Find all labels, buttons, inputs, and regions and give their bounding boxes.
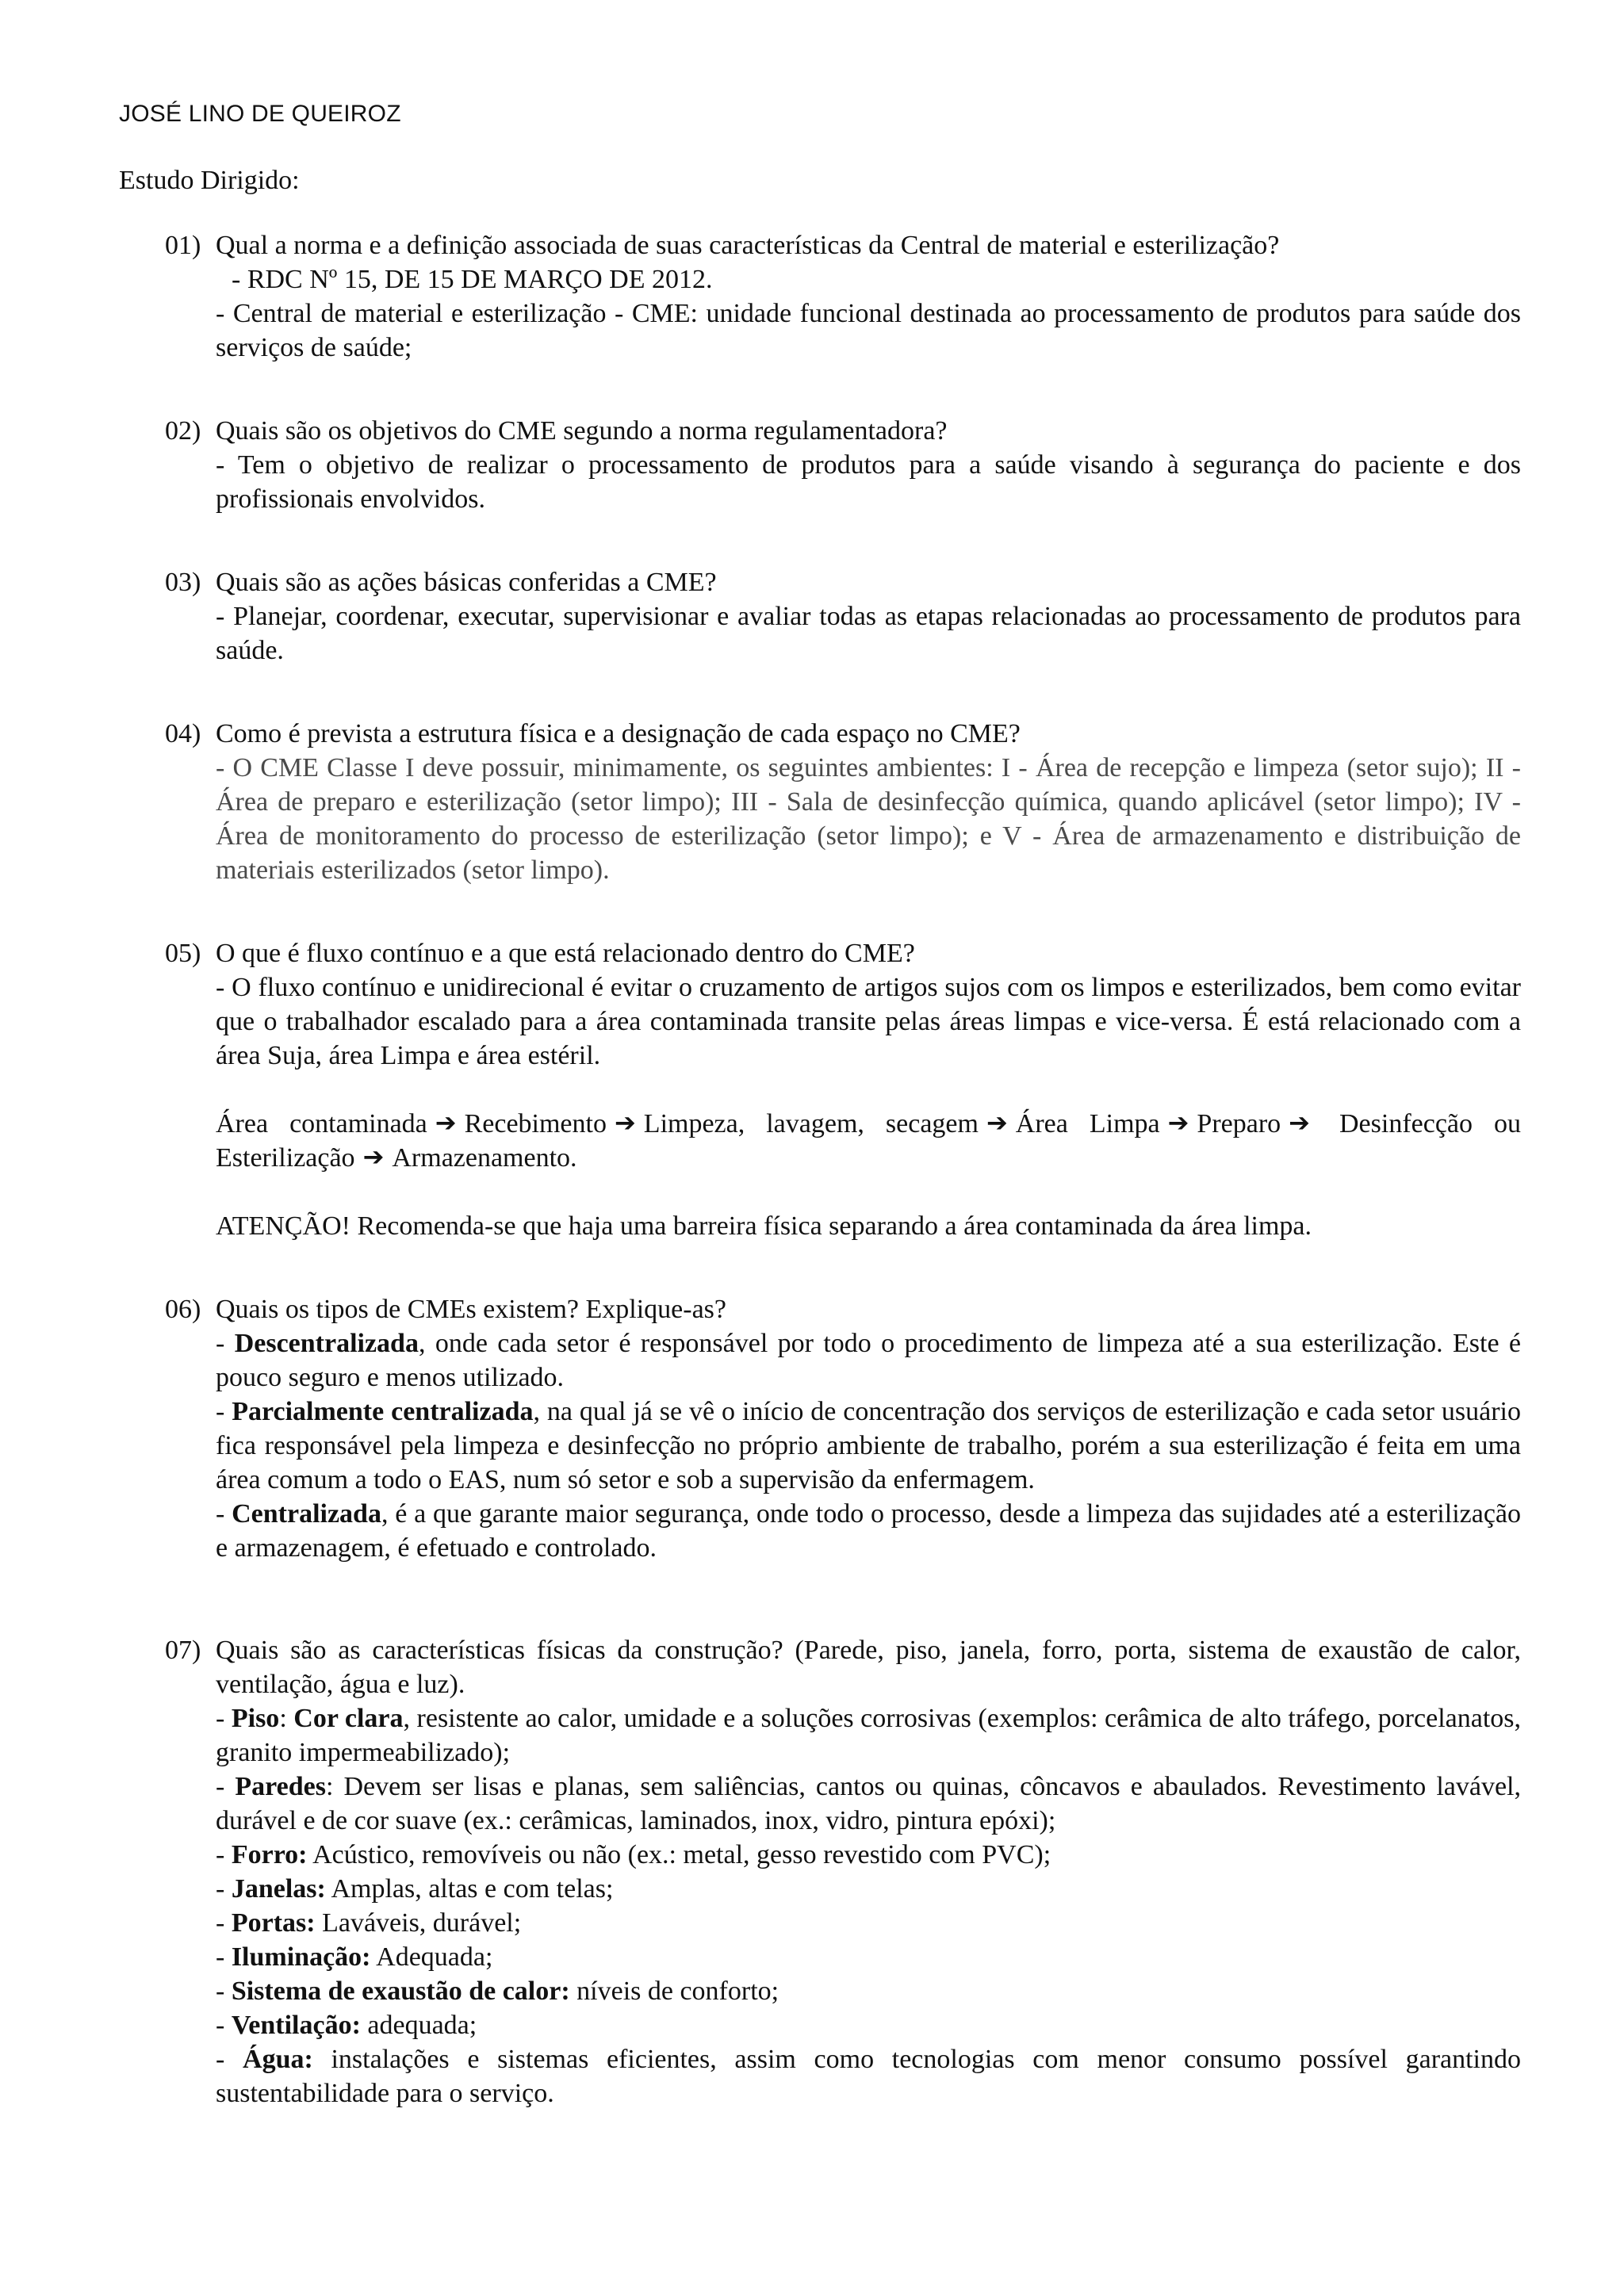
feature-entry [216, 2008, 1521, 2042]
entry-description: adequada; [360, 2011, 477, 2040]
entry-description: Adequada; [370, 1942, 493, 1972]
document-title: Estudo Dirigido: [119, 166, 300, 195]
entry-prefix: - [216, 2011, 232, 2040]
flow-step: Área contaminada [216, 1109, 427, 1138]
entry-term: Portas: [231, 1908, 316, 1938]
entry-term: Centralizada [232, 1499, 381, 1529]
entry-description: instalações e sistemas eficientes, assim como tecnologias com menor consumo possível garantindo sustentabilidade para o serviço. [216, 2045, 1522, 2108]
question-number: 03) [165, 568, 201, 597]
arrow-right-icon: ➔ [1289, 1108, 1310, 1138]
arrow-right-icon: ➔ [614, 1108, 636, 1138]
entry-prefix: - [216, 1499, 232, 1529]
arrow-right-icon: ➔ [362, 1142, 385, 1172]
question-text: Quais os tipos de CMEs existem? Explique-as? [216, 1295, 727, 1324]
warning-note: ATENÇÃO! Recomenda-se que haja uma barreira física separando a área contaminada da área limpa. [216, 1211, 1312, 1241]
question-number: 07) [165, 1636, 201, 1665]
feature-entry [216, 1838, 1521, 1872]
entry-prefix: - [216, 1908, 232, 1938]
question-item [119, 936, 1521, 1243]
question-number: 01) [165, 231, 201, 260]
question-text: Qual a norma e a definição associada de suas características da Central de material e esterilização? [216, 231, 1280, 260]
spacer [119, 516, 1521, 565]
question-text: Quais são os objetivos do CME segundo a norma regulamentadora? [216, 416, 948, 446]
flow-step: Recebimento [464, 1109, 607, 1138]
question-list [119, 228, 1521, 2110]
entry-description: , na qual já se vê o início de concentração dos serviços de esterilização e cada setor usuário fica responsável pela limpeza e desinfecção no próprio ambiente de trabalho, porém a sua esterilização é feita em uma área comum a todo o EAS, num só setor e sob a supervisão da enfermagem. [216, 1397, 1521, 1494]
question-item [119, 565, 1521, 668]
entry-prefix: - [216, 1397, 232, 1426]
spacer [119, 365, 1521, 414]
arrow-right-icon: ➔ [986, 1108, 1008, 1138]
answer-line: - Central de material e esterilização - CME: unidade funcional destinada ao processamento de produtos para saúde dos serviços de saúde; [216, 299, 1521, 362]
feature-entry [216, 1701, 1521, 1770]
question-item [119, 1292, 1521, 1565]
process-flow [216, 1107, 1521, 1175]
entry-prefix: - [216, 2045, 243, 2074]
answer-line: - O CME Classe I deve possuir, minimamente, os seguintes ambientes: I - Área de recepção e limpeza (setor sujo); II - Área de preparo e esterilização (setor limpo); III - Sala de desinfecção química, quando aplicável (setor limpo); IV - Área de monitoramento do processo de esterilização (setor limpo); e V - Área de armazenamento e distribuição de materiais esterilizados (setor limpo). [216, 753, 1521, 885]
answer-line: - RDC Nº 15, DE 15 DE MARÇO DE 2012. [232, 265, 713, 294]
question-item [119, 717, 1521, 887]
entry-term-secondary: Cor clara [293, 1704, 404, 1733]
spacer [119, 668, 1521, 717]
flow-step: Preparo [1197, 1109, 1281, 1138]
spacer [216, 1073, 1521, 1107]
spacer [119, 1243, 1521, 1292]
question-item [119, 228, 1521, 365]
question-text: Quais são as características físicas da construção? (Parede, piso, janela, forro, porta, sistema de exaustão de calor, ventilação, água e luz). [216, 1636, 1521, 1699]
spacer [119, 887, 1521, 936]
arrow-right-icon: ➔ [435, 1108, 457, 1138]
answer-line: - O fluxo contínuo e unidirecional é evitar o cruzamento de artigos sujos com os limpos e esterilizados, bem como evitar que o trabalhador escalado para a área contaminada transite pelas áreas limpas e vice-versa. É está relacionado com a área Suja, área Limpa e área estéril. [216, 973, 1521, 1070]
entry-description: Laváveis, durável; [315, 1908, 522, 1938]
question-body [216, 414, 1521, 516]
question-number: 02) [165, 416, 201, 446]
flow-step: Área Limpa [1015, 1109, 1160, 1138]
question-number: 04) [165, 719, 201, 748]
feature-entry [216, 1906, 1521, 1940]
entry-description: níveis de conforto; [569, 1976, 779, 2006]
entry-term: Água: [243, 2045, 313, 2074]
author-name: JOSÉ LINO DE QUEIROZ [119, 101, 401, 127]
question-body [216, 1292, 1521, 1565]
question-body [216, 565, 1521, 668]
cme-type-entry [216, 1497, 1521, 1565]
entry-term: Sistema de exaustão de calor: [231, 1976, 570, 2006]
arrow-right-icon: ➔ [1167, 1108, 1189, 1138]
question-body [216, 717, 1521, 887]
question-text: O que é fluxo contínuo e a que está relacionado dentro do CME? [216, 939, 915, 968]
entry-prefix: - [216, 1942, 232, 1972]
feature-entry [216, 2042, 1521, 2110]
cme-type-entry [216, 1395, 1521, 1497]
spacer [216, 1175, 1521, 1209]
entry-prefix: - [216, 1840, 232, 1869]
entry-term: Piso [231, 1704, 280, 1733]
entry-description: , resistente ao calor, umidade e a soluções corrosivas (exemplos: cerâmica de alto tráfego, porcelanatos, granito impermeabilizado); [216, 1704, 1521, 1767]
flow-step: Armazenamento. [392, 1143, 577, 1173]
cme-type-entry [216, 1326, 1521, 1395]
question-number: 06) [165, 1295, 201, 1324]
flow-step: Desinfecção ou Esterilização [216, 1109, 1522, 1173]
entry-prefix: - [216, 1329, 235, 1358]
entry-description: Amplas, altas e com telas; [325, 1874, 614, 1904]
question-item [119, 414, 1521, 516]
question-body [216, 936, 1521, 1243]
entry-prefix: - [216, 1976, 232, 2006]
entry-term: Parcialmente centralizada [232, 1397, 534, 1426]
question-item [119, 1633, 1521, 2110]
feature-entry [216, 1872, 1521, 1906]
feature-entry [216, 1940, 1521, 1974]
entry-term: Paredes [235, 1772, 326, 1801]
question-body [216, 228, 1521, 365]
entry-prefix: - [216, 1874, 232, 1904]
entry-description: , onde cada setor é responsável por todo o procedimento de limpeza até a sua esterilização. Este é pouco seguro e menos utilizado. [216, 1329, 1521, 1392]
entry-prefix: - [216, 1772, 236, 1801]
entry-separator: : [279, 1704, 294, 1733]
answer-line: - Tem o objetivo de realizar o processamento de produtos para a saúde visando à segurança do paciente e dos profissionais envolvidos. [216, 450, 1521, 514]
feature-entry [216, 1974, 1521, 2008]
entry-prefix: - [216, 1704, 232, 1733]
feature-entry [216, 1770, 1521, 1838]
entry-term: Ventilação: [231, 2011, 361, 2040]
entry-description: , é a que garante maior segurança, onde todo o processo, desde a limpeza das sujidades até a esterilização e armazenagem, é efetuado e controlado. [216, 1499, 1522, 1563]
question-text: Como é prevista a estrutura física e a designação de cada espaço no CME? [216, 719, 1021, 748]
entry-description: Acústico, removíveis ou não (ex.: metal, gesso revestido com PVC); [307, 1840, 1051, 1869]
entry-term: Iluminação: [231, 1942, 371, 1972]
entry-term: Forro: [231, 1840, 308, 1869]
answer-line: - Planejar, coordenar, executar, supervisionar e avaliar todas as etapas relacionadas ao processamento de produtos para saúde. [216, 602, 1521, 665]
flow-step: Limpeza, lavagem, secagem [643, 1109, 979, 1138]
entry-term: Descentralizada [234, 1329, 419, 1358]
spacer [119, 1565, 1521, 1633]
entry-term: Janelas: [231, 1874, 326, 1904]
question-text: Quais são as ações básicas conferidas a CME? [216, 568, 717, 597]
question-body [216, 1633, 1521, 2110]
entry-description: : Devem ser lisas e planas, sem saliências, cantos ou quinas, côncavos e abaulados. Revestimento lavável, durável e de cor suave (ex.: cerâmicas, laminados, inox, vidro, pintura epóxi); [216, 1772, 1521, 1835]
question-number: 05) [165, 939, 201, 968]
